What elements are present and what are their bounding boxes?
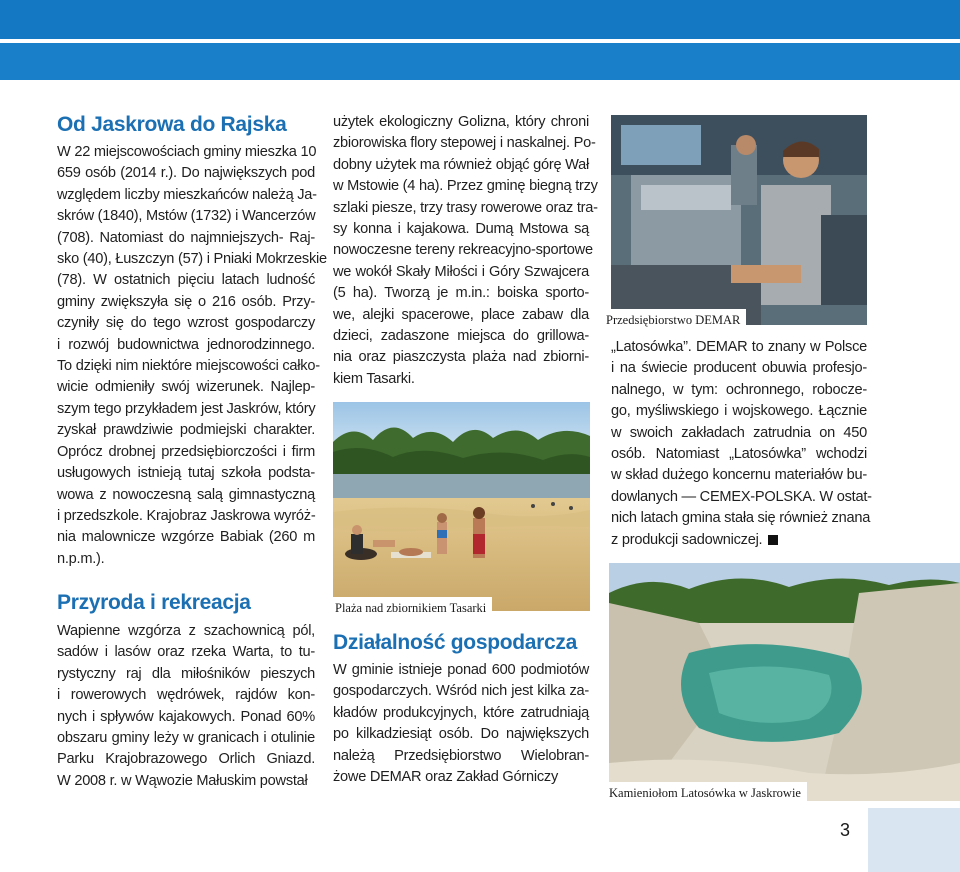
column2-text <box>333 112 598 390</box>
text-line: z produkcji sadowniczej. <box>611 530 867 551</box>
text-line: osób. Natomiast „Latosówka” wchodzi <box>611 446 867 463</box>
text-line: we, alejki spacerowe, place zabaw dla <box>333 306 589 323</box>
column3-text <box>611 337 872 551</box>
text-line: nych i spływów kajakowych. Ponad 60% <box>57 708 315 725</box>
text-line: sko (40), Łuszczyn (57) i Pniaki Mokrzeskie <box>57 251 327 268</box>
text-line: sy konna i kajakowa. Dumą Mstowa są <box>333 221 589 238</box>
text-line: Wapienne wzgórza z szachownicą pól, <box>57 623 315 639</box>
text-line: zyskał prawdziwie podmiejski charakter. <box>57 422 315 439</box>
text-line: wowa z nowoczesną salą gimnastyczną <box>57 486 315 503</box>
side-tab <box>868 808 960 872</box>
page-number: 3 <box>840 820 851 840</box>
section-nature-title: Przyroda i rekreacja <box>57 591 251 614</box>
text-line: i rozwój budownictwa jednorodzinnego. <box>57 336 315 353</box>
text-line: szlaki piesze, trzy trasy rowerowe oraz tra- <box>333 199 598 216</box>
text-line: 659 osób (2014 r.). Do największych pod <box>57 165 315 182</box>
text-line: szym tego przykładem jest Jaskrów, który <box>57 400 316 417</box>
column3-body <box>611 337 872 551</box>
text-line: żowe DEMAR oraz Zakład Górniczy <box>333 769 559 786</box>
section-nature <box>57 590 315 792</box>
text-line: W 2008 r. w Wąwozie Małuskim powstał <box>57 772 308 789</box>
header-band-top <box>0 0 960 39</box>
text-line: dobny użytek ma również objąć górę Wał <box>333 156 590 173</box>
text-line: zbiorowiska flory stepowej i naskalnej. Po- <box>333 135 596 152</box>
section-population-body <box>57 142 327 570</box>
text-line: i na świecie producent obuwia profesjo- <box>611 360 867 377</box>
beach-caption: Plaża nad zbiornikiem Tasarki <box>333 597 492 617</box>
quarry-photo <box>609 563 960 801</box>
text-line: To dzięki nim niektóre miejscowości całko- <box>57 358 320 375</box>
text-line: usługowych istnieją tutaj szkoła podsta- <box>57 465 315 482</box>
text-line: W gminie istnieje ponad 600 podmiotów <box>333 662 589 678</box>
text-line: kiem Tasarki. <box>333 370 415 387</box>
text-line: W 22 miejscowościach gminy mieszka 10 <box>57 144 317 160</box>
end-of-article-square <box>768 535 778 545</box>
section-economy-body <box>333 660 589 788</box>
text-line: go, myśliwskiego i wojskowego. Łącznie <box>611 403 867 420</box>
text-line: dowlanych — CEMEX-POLSKA. W ostat- <box>611 488 872 505</box>
text-line: obszaru gminy leży w granicach i otulinie <box>57 730 315 747</box>
text-line: w skład dużego koncernu materiałów bu- <box>611 467 867 484</box>
text-line: (5 ha). Tworzą je m.in.: boiska sporto- <box>333 285 589 302</box>
text-line: względem liczby mieszkańców należą Ja- <box>57 186 317 203</box>
quarry-illustration <box>609 563 960 801</box>
text-line: kładów produkcyjnych, które zatrudniają <box>333 704 589 721</box>
workshop-photo <box>611 115 867 325</box>
column2-body <box>333 112 598 390</box>
text-line: Parku Krajobrazowego Orlich Gniazd. <box>57 751 315 768</box>
beach-illustration <box>333 402 590 611</box>
quarry-caption: Kamieniołom Latosówka w Jaskrowie <box>607 782 807 802</box>
text-line: gminy zwiększyła się o 216 osób. Przy- <box>57 293 315 310</box>
text-line: „Latosówka”. DEMAR to znany w Polsce <box>611 339 867 355</box>
text-line: w swoich zakładach zatrudnia on 450 <box>611 424 867 441</box>
text-line: i przedszkole. Krajobraz Jaskrowa wyróż- <box>57 507 316 524</box>
section-population <box>57 112 327 570</box>
text-line: n.p.m.). <box>57 550 105 567</box>
text-line: (78). W ostatnich pięciu latach ludność <box>57 272 315 289</box>
workshop-caption: Przedsiębiorstwo DEMAR <box>604 309 746 329</box>
text-line: we wokół Skały Miłości i Góry Szwajcera <box>333 263 589 280</box>
text-line: po kilkadziesiąt osób. Do największych <box>333 726 589 743</box>
text-line: (708). Natomiast do najmniejszych- Raj- <box>57 229 315 246</box>
text-line: czyniły się do tego wzrost gospodarczy <box>57 315 315 332</box>
text-line: użytek ekologiczny Golizna, który chroni <box>333 114 589 130</box>
text-line: gospodarczych. Wśród nich jest kilka za- <box>333 683 589 700</box>
text-line: sadów i lasów oraz rzeka Warta, to tu- <box>57 644 315 661</box>
text-line: rystyczny raj dla miłośników pieszych <box>57 665 315 682</box>
text-line: wicie odmieniły swój wizerunek. Najlep- <box>57 379 315 396</box>
section-nature-body <box>57 621 315 792</box>
text-line: należą Przedsiębiorstwo Wielobran- <box>333 747 589 764</box>
text-line: nia malownicze wzgórze Babiak (260 m <box>57 529 315 546</box>
text-line: nich latach gmina stała się również znana <box>611 510 871 527</box>
text-line: nalnego, w tym: ochronnego, robocze- <box>611 381 867 398</box>
section-economy <box>333 630 589 788</box>
text-line: nia oraz piaszczysta plaża nad zbiorni- <box>333 349 589 366</box>
workshop-illustration <box>611 115 867 325</box>
text-line: skrów (1840), Mstów (1732) i Wancerzów <box>57 208 316 225</box>
text-line: Oprócz drobnej przedsiębiorczości i firm <box>57 443 315 460</box>
text-line: i rowerowych wędrówek, rajdów kon- <box>57 687 315 704</box>
section-population-title: Od Jaskrowa do Rajska <box>57 113 287 136</box>
text-line: nowoczesne tereny rekreacyjno-sportowe <box>333 242 593 259</box>
beach-photo <box>333 402 590 611</box>
text-line: w Mstowie (4 ha). Przez gminę biegną trzy <box>333 178 598 195</box>
section-economy-title: Działalność gospodarcza <box>333 631 578 654</box>
text-line: dzieci, zadaszone miejsca do grillowa- <box>333 328 589 345</box>
header-band <box>0 43 960 80</box>
